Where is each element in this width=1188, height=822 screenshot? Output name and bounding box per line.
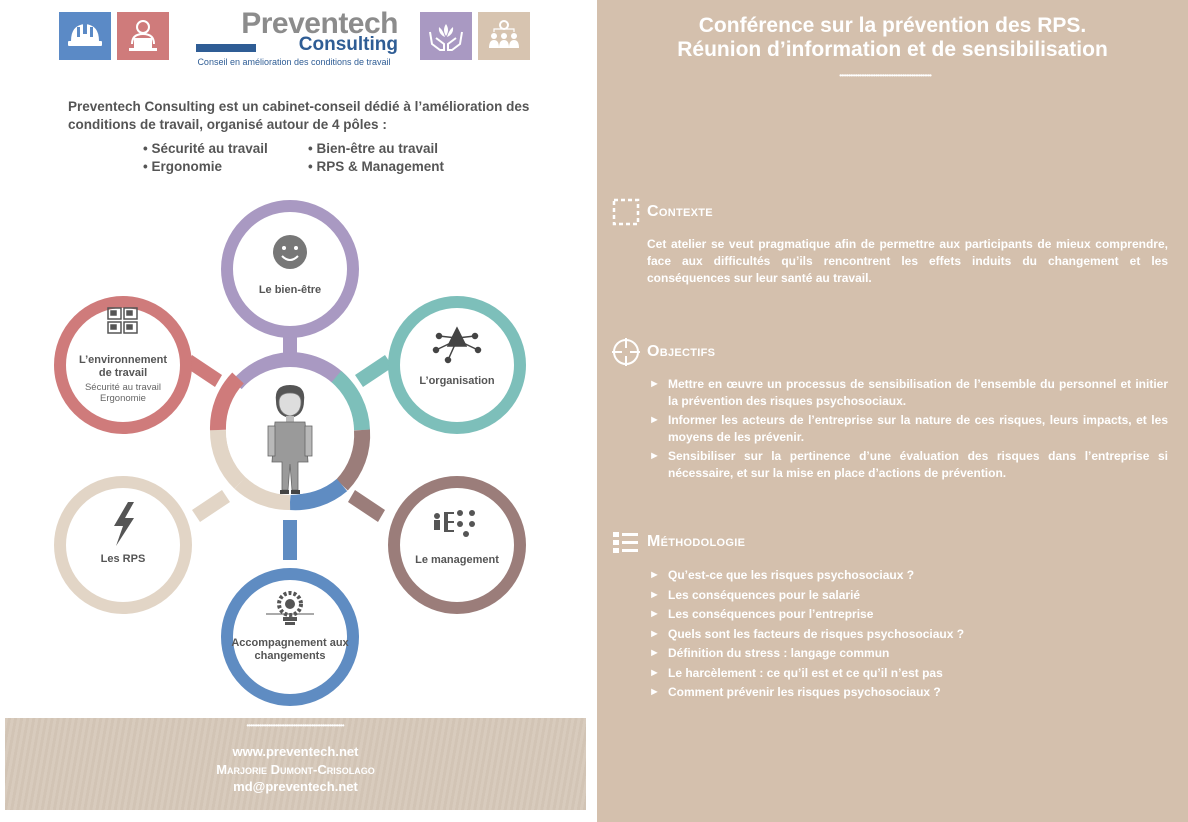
section-methodologie-header (611, 528, 745, 556)
section-contexte-header (611, 198, 713, 226)
brand-logo (188, 8, 400, 68)
hands-care-icon (420, 12, 472, 60)
methodologie-list (647, 566, 1168, 703)
brand-tagline: Conseil en amélioration des conditions de travail (197, 57, 391, 67)
list-icon (611, 528, 641, 556)
title-line-2: Réunion d’information et de sensibilisation (677, 38, 1108, 61)
triangle-bullet-icon: ► (649, 569, 660, 581)
triangle-bullet-icon: ► (649, 686, 660, 698)
objectifs-list (647, 376, 1168, 484)
list-item: ► Informer les acteurs de l’entreprise sur la nature de ces risques, leurs impacts, et les moyens de les prévenir. (649, 413, 1168, 444)
diagram-shapes (50, 190, 530, 710)
node-label-bien-etre: Le bien-être (258, 284, 322, 296)
triangle-bullet-icon: ► (649, 414, 660, 426)
poles-col2 (308, 140, 444, 176)
dotted-divider: •••••••••••••••••••••••••••••••••••••••••••••••••••••• (246, 722, 344, 730)
pole-item: • Bien-être au travail (308, 141, 439, 156)
pole-item: • RPS & Management (308, 159, 445, 174)
list-item: ► Sensibiliser sur la pertinence d’une évaluation des risques dans l’entreprise si nécessaire, et sur la mise en place d’actions de prévention. (649, 449, 1168, 480)
conference-title (597, 14, 1188, 62)
list-item: ► Mettre en œuvre un processus de sensibilisation de l’ensemble du personnel et initier la prévention des risques psychosociaux. (649, 377, 1168, 408)
team-gear-icon (478, 12, 530, 60)
node-sub-ergonomie: Ergonomie (100, 393, 146, 404)
list-item: ► Quels sont les facteurs de risques psychosociaux ? (647, 625, 1168, 645)
triangle-bullet-icon: ► (649, 378, 660, 390)
email-link[interactable]: md@preventech.net (233, 779, 358, 794)
title-line-1: Conférence sur la prévention des RPS. (698, 14, 1087, 37)
section-title: Méthodologie (647, 533, 746, 550)
section-title: Contexte (647, 203, 713, 220)
node-label-environnement: L’environnement de travail (78, 354, 168, 379)
triangle-bullet-icon: ► (649, 588, 660, 601)
triangle-bullet-icon: ► (649, 608, 660, 620)
pole-item: • Ergonomie (143, 159, 222, 174)
laptop-worker-icon (117, 12, 169, 60)
pole-item: • Sécurité au travail (143, 141, 268, 156)
dotted-divider: ••••••••••••••••••••••••••••••••••••••••••••••••••• (839, 72, 931, 80)
contact-name: Marjorie Dumont-Crisolago (216, 762, 375, 777)
triangle-bullet-icon: ► (649, 647, 660, 659)
contact-footer (5, 718, 586, 810)
triangle-bullet-icon: ► (649, 450, 660, 462)
target-crosshair-icon (611, 338, 641, 366)
list-item: ► Qu’est-ce que les risques psychosociaux ? (647, 566, 1168, 586)
website-link[interactable]: www.preventech.net (232, 744, 359, 759)
list-item: ► Comment prévenir les risques psychosociaux ? (647, 683, 1168, 703)
triangle-bullet-icon: ► (649, 627, 660, 640)
poles-diagram (50, 190, 530, 710)
section-title: Objectifs (647, 343, 716, 360)
list-item: ► Les conséquences pour le salarié (647, 586, 1168, 606)
node-label-rps: Les RPS (100, 553, 146, 565)
node-label-management: Le management (415, 554, 499, 566)
right-panel (597, 0, 1188, 822)
node-label-accompagnement: Accompagnement aux changements (231, 637, 349, 662)
node-sub-securite: Sécurité au travail (84, 382, 162, 393)
list-item: ► Définition du stress : langage commun (647, 644, 1168, 664)
brand-name-top: Preventech (241, 7, 398, 40)
list-item: ► Les conséquences pour l’entreprise (647, 605, 1168, 625)
contexte-text: Cet atelier se veut pragmatique afin de permettre aux participants de mieux comprendre, face aux difficultés qu’ils rencontrent les effets induits du changement et les conséquences sur leur santé au travail. (647, 237, 1168, 285)
poles-col1 (143, 140, 268, 176)
node-label-organisation: L’organisation (419, 375, 495, 387)
brand-name-bottom: Consulting (298, 34, 398, 55)
hard-hat-icon (59, 12, 111, 60)
intro-text: Preventech Consulting est un cabinet-conseil dédié à l’amélioration des conditions de travail, organisé autour de 4 pôles : (68, 99, 530, 132)
section-objectifs-header (611, 338, 715, 366)
list-item: ► Le harcèlement : ce qu’il est et ce qu’il n’est pas (647, 664, 1168, 684)
dashed-square-icon (611, 198, 641, 226)
smiley-icon (273, 235, 307, 269)
triangle-bullet-icon: ► (649, 666, 660, 679)
